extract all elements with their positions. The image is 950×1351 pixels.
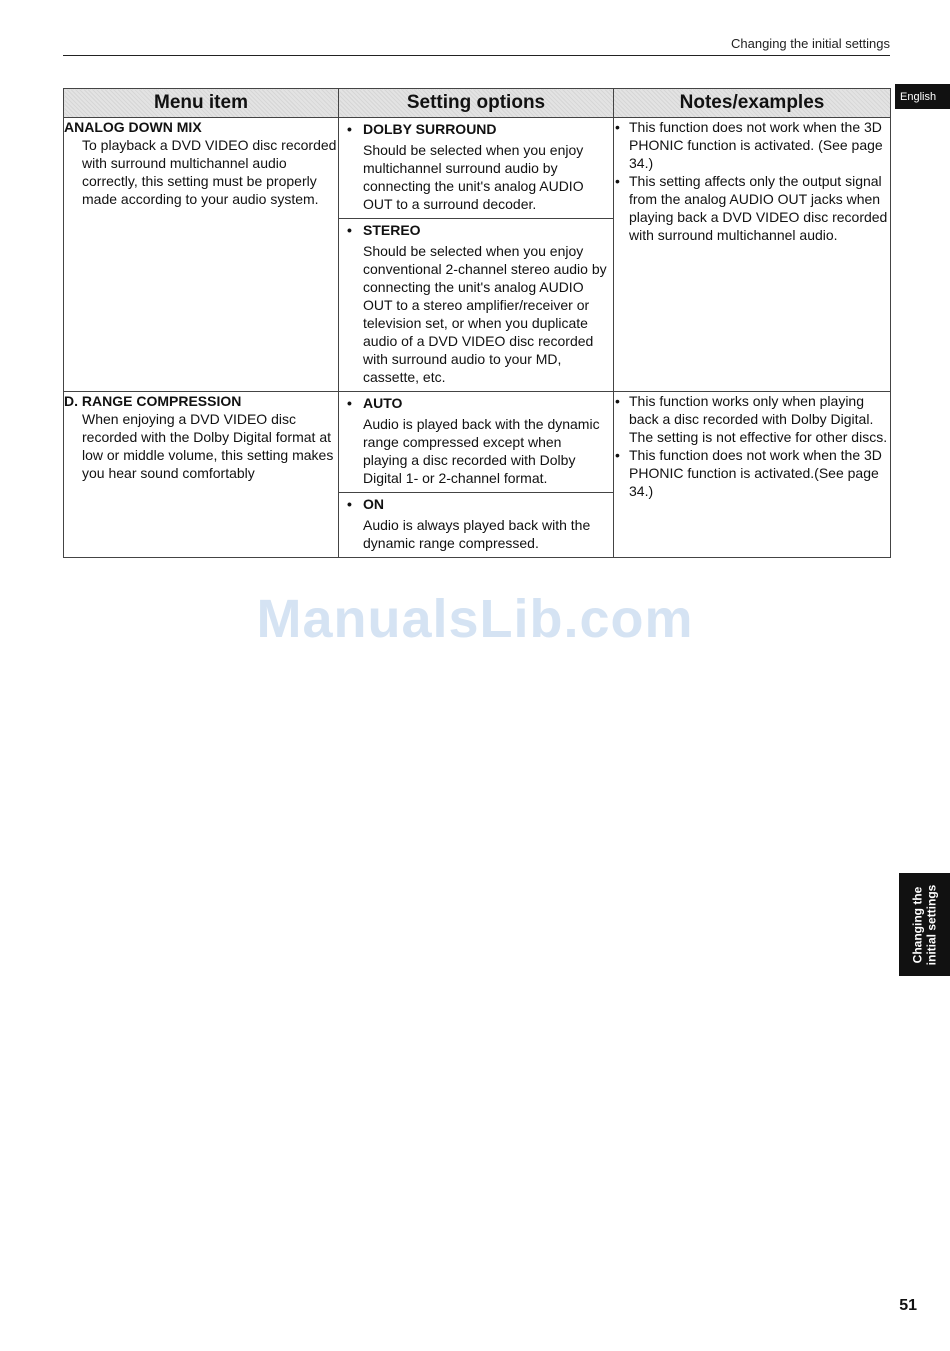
notes-cell bbox=[614, 392, 891, 558]
note-item: • This function does not work when the 3D PHONIC function is activated. (See page 34.) bbox=[614, 118, 890, 172]
column-header-menu-item: Menu item bbox=[64, 89, 339, 118]
option-description: Should be selected when you enjoy multichannel surround audio by connecting the unit's analog AUDIO OUT to a surround decoder. bbox=[363, 142, 584, 212]
setting-option bbox=[339, 392, 613, 492]
option-name: • AUTO bbox=[345, 394, 607, 412]
setting-options-cell bbox=[339, 392, 614, 558]
column-header-setting-options: Setting options bbox=[339, 89, 614, 118]
menu-item-cell bbox=[64, 118, 339, 392]
menu-item-title: ANALOG DOWN MIX bbox=[64, 119, 202, 135]
option-name: • ON bbox=[345, 495, 607, 513]
note-item: • This setting affects only the output signal from the analog AUDIO OUT jacks when playing back a DVD VIDEO disc recorded with surround multichannel audio. bbox=[614, 172, 890, 244]
option-name: • STEREO bbox=[345, 221, 607, 239]
setting-option bbox=[339, 218, 613, 391]
side-tab-label bbox=[911, 884, 939, 965]
running-header: Changing the initial settings bbox=[731, 36, 890, 51]
menu-item-description: When enjoying a DVD VIDEO disc recorded with the Dolby Digital format at low or middle volume, this setting makes you hear sound comfortably bbox=[82, 411, 334, 481]
watermark: ManualsLib.com bbox=[256, 589, 694, 649]
settings-table bbox=[63, 88, 891, 558]
table-row bbox=[64, 118, 891, 392]
side-tab-line-2: initial settings bbox=[924, 884, 939, 965]
option-description: Audio is always played back with the dynamic range compressed. bbox=[363, 517, 591, 551]
table-row bbox=[64, 392, 891, 558]
notes-cell bbox=[614, 118, 891, 392]
menu-item-description: To playback a DVD VIDEO disc recorded with surround multichannel audio correctly, this setting must be properly made according to your audio system. bbox=[82, 137, 337, 207]
option-description: Audio is played back with the dynamic range compressed except when playing a disc recorded with Dolby Digital 1- or 2-channel format. bbox=[363, 416, 600, 486]
menu-item-cell bbox=[64, 392, 339, 558]
column-header-notes: Notes/examples bbox=[614, 89, 891, 118]
option-name: • DOLBY SURROUND bbox=[345, 120, 607, 138]
page-number: 51 bbox=[899, 1297, 917, 1314]
note-item: • This function works only when playing back a disc recorded with Dolby Digital. The setting is not effective for other discs. bbox=[614, 392, 890, 446]
language-tab bbox=[895, 84, 950, 109]
language-tab-label: English bbox=[900, 90, 937, 103]
setting-option bbox=[339, 118, 613, 218]
option-description: Should be selected when you enjoy conventional 2-channel stereo audio by connecting the unit's analog AUDIO OUT to a stereo amplifier/receiver or television set, or when you duplicate audio of a DVD VIDEO disc recorded with surround audio to your MD, cassette, etc. bbox=[363, 243, 607, 385]
side-tab-line-1: Changing the bbox=[910, 886, 925, 963]
section-side-tab bbox=[899, 873, 950, 976]
header-rule bbox=[63, 55, 890, 56]
note-item: • This function does not work when the 3D PHONIC function is activated.(See page 34.) bbox=[614, 446, 890, 500]
setting-option bbox=[339, 492, 613, 557]
setting-options-cell bbox=[339, 118, 614, 392]
table-header-row bbox=[64, 89, 891, 118]
menu-item-title: D. RANGE COMPRESSION bbox=[64, 393, 242, 409]
